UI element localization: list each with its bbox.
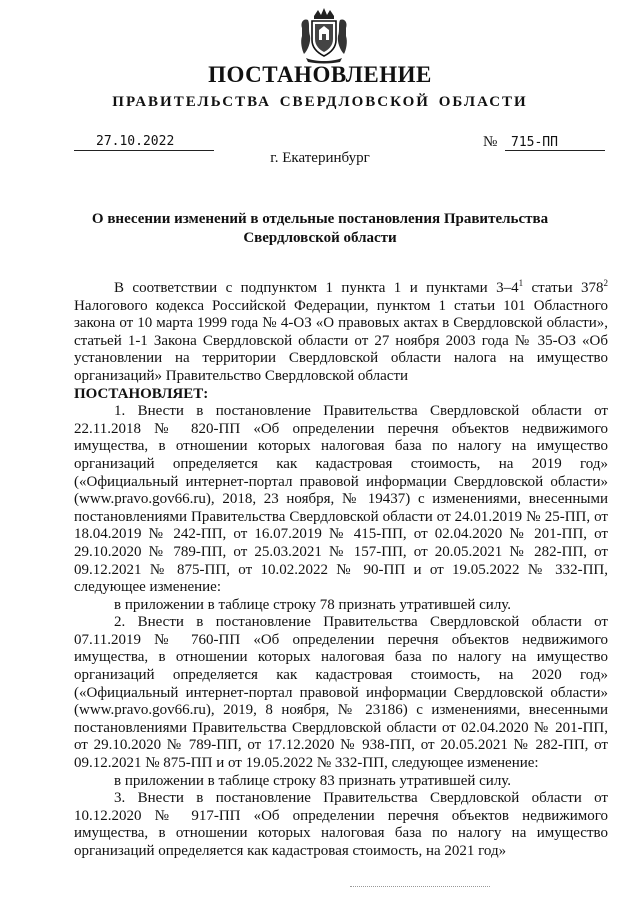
number-sign: №: [483, 134, 498, 150]
paragraph-3: 3. Внести в постановление Правительства Свердловской области от 10.12.2020 № 917-ПП «Об определении перечня объектов недвижимого имущества, в отношении которых налоговая база по налогу на имущество организаций определяется как кадастровая стоимость, на 2021 год»: [74, 790, 608, 859]
heading-line-2: Свердловской области: [243, 230, 397, 246]
document-title: ПОСТАНОВЛЕНИЕ: [208, 62, 432, 87]
document-number-block: [483, 134, 608, 151]
paragraph-1: 1. Внести в постановление Правительства Свердловской области от 22.11.2018 № 820-ПП «Об определении перечня объектов недвижимого имущества, в отношении которых налоговая база по налогу на имущество организаций определяется как кадастровая стоимость, на 2019 год» («Официальный интернет-портал правовой информации Свердловской области» (www.pravo.gov66.ru), 2018, 23 ноября, № 19437) с изменениями, внесенными постановлениями Правительства Свердловской области от 24.01.2019 № 25-ПП, от 18.04.2019 № 242-ПП, от 16.07.2019 № 415-ПП, от 02.04.2020 № 201-ПП, от 29.10.2020 № 789-ПП, от 25.03.2021 № 157-ПП, от 20.05.2021 № 282-ПП, от 09.12.2021 № 875-ПП, от 10.02.2022 № 90-ПП и от 19.05.2022 № 332-ПП, следующее изменение:: [74, 403, 608, 596]
paragraph-2-change: в приложении в таблице строку 83 признать утратившей силу.: [114, 772, 512, 789]
preamble-text-1: В соответствии с подпунктом 1 пункта 1 и пунктами 3–4: [114, 280, 519, 296]
document-city: г. Екатеринбург: [270, 150, 370, 166]
heading-line-1: О внесении изменений в отдельные постановления Правительства: [91, 211, 549, 227]
preamble-paragraph: [74, 280, 608, 386]
preamble-sup-2: 2: [603, 278, 609, 288]
paragraph-1-change: в приложении в таблице строку 78 признать утратившей силу.: [114, 596, 512, 613]
paragraph-2: 2. Внести в постановление Правительства Свердловской области от 07.11.2019 № 760-ПП «Об определении перечня объектов недвижимого имущества, в отношении которых налоговая база по налогу на имущество организаций определяется как кадастровая стоимость, на 2020 год» («Официальный интернет-портал правовой информации Свердловской области» (www.pravo.gov66.ru), 2019, 8 ноября, № 23186) с изменениями, внесенными постановлениями Правительства Свердловской области от 02.04.2020 № 201-ПП, от 29.10.2020 № 789-ПП, от 17.12.2020 № 938-ПП, от 20.05.2021 № 282-ПП, от 09.12.2021 № 875-ПП и от 19.05.2022 № 332-ПП, следующее изменение:: [74, 614, 608, 772]
document-subtitle: ПРАВИТЕЛЬСТВА СВЕРДЛОВСКОЙ ОБЛАСТИ: [112, 94, 528, 110]
resolves-label: ПОСТАНОВЛЯЕТ:: [74, 385, 209, 402]
preamble-sup-1: 1: [518, 278, 524, 288]
scan-artifact-divider: [350, 886, 490, 891]
document-date: 27.10.2022: [74, 134, 214, 151]
document-heading: [0, 210, 640, 248]
document-body: [74, 280, 608, 861]
coat-of-arms-icon: [296, 6, 352, 64]
preamble-text-2: статьи 378: [523, 280, 604, 296]
preamble-text-3: Налогового кодекса Российской Федерации, пунктом 1 статьи 101 Областного закона от 10 марта 1999 года № 4-ОЗ «О правовых актах в Свердловской области», статьей 1-1 Закона Свердловской области от 27 ноября 2003 года № 35-ОЗ «Об установлении на территории Свердловской области налога на имущество организаций» Правительство Свердловской области: [74, 297, 608, 384]
document-number: 715-ПП: [505, 135, 605, 151]
